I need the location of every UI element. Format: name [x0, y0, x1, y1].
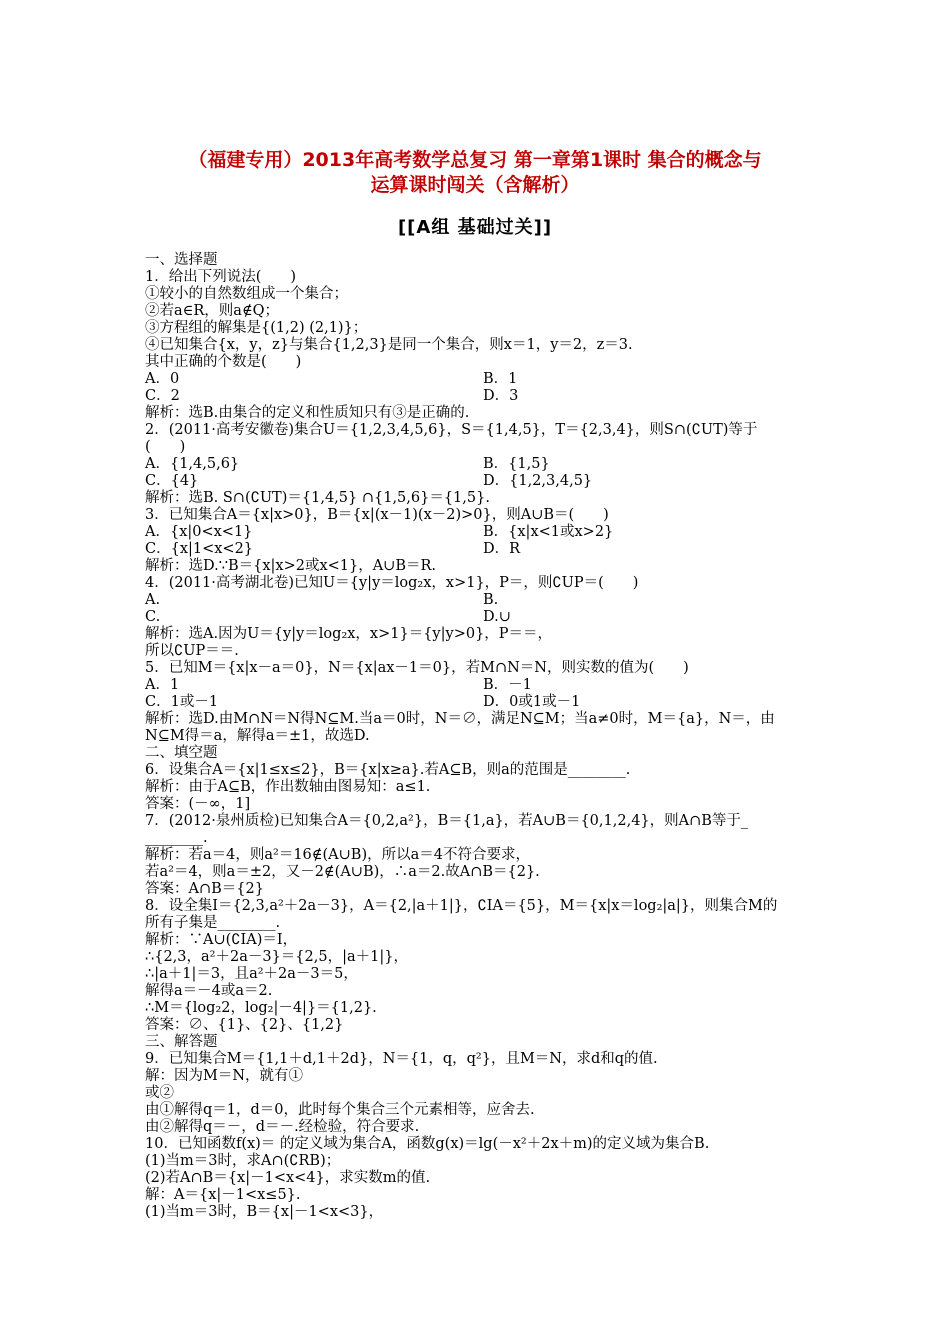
text-line: 解析：由于A⊆B，作出数轴由图易知：a≤1. [145, 779, 431, 795]
text-line: 由②解得q＝－，d＝－.经检验，符合要求. [145, 1119, 420, 1135]
text-line: 所有子集是________. [145, 915, 281, 931]
text-line: 9．已知集合M＝{1,1＋d,1＋2d}，N＝{1，q，q²}，且M＝N，求d和q的值. [145, 1051, 658, 1067]
document-title-line-2: 运算课时闯关（含解析） [370, 174, 580, 196]
text-line: 三、解答题 [145, 1034, 218, 1050]
text-line: 一、选择题 [145, 252, 218, 268]
text-line: 其中正确的个数是( ) [145, 354, 302, 370]
text-line: 由①解得q＝1，d＝0，此时每个集合三个元素相等，应舍去. [145, 1102, 535, 1118]
text-line: 5．已知M＝{x|x－a＝0}，N＝{x|ax－1＝0}，若M∩N＝N，则实数的值为( ) [145, 660, 689, 676]
text-line: 解析：选D.由M∩N＝N得N⊆M.当a＝0时，N＝∅，满足N⊆M；当a≠0时，M＝{a}，N＝，由 [145, 711, 775, 727]
option-c: C．{x|1<x<2} [145, 541, 254, 557]
text-line: ③方程组的解集是{(1,2) (2,1)}； [145, 320, 368, 336]
option-a: A．1 [145, 677, 180, 693]
text-line: 2．(2011·高考安徽卷)集合U＝{1,2,3,4,5,6}，S＝{1,4,5}，T＝{2,3,4}，则S∩(∁UT)等于 [145, 422, 758, 438]
text-line: 解：因为M＝N，就有① [145, 1068, 304, 1084]
text-line: 若a²＝4，则a＝±2，又－2∉(A∪B)，∴a＝2.故A∩B＝{2}. [145, 864, 540, 880]
option-d: D．3 [483, 388, 519, 404]
text-line: 3．已知集合A＝{x|x>0}，B＝{x|(x－1)(x－2)>0}，则A∪B＝( ) [145, 507, 609, 523]
text-line: 解析：选B.由集合的定义和性质知只有③是正确的. [145, 405, 470, 421]
text-line: ( ) [145, 439, 186, 455]
option-a: A．0 [145, 371, 180, 387]
text-line: 1．给出下列说法( ) [145, 269, 297, 285]
text-line: 解析：选D.∵B＝{x|x>2或x<1}，A∪B＝R. [145, 558, 437, 574]
text-line: ∴M＝{log₂2，log₂|－4|}＝{1,2}. [145, 1000, 377, 1016]
option-c: C．2 [145, 388, 180, 404]
text-line: 6．设集合A＝{x|1≤x≤2}，B＝{x|x≥a}.若A⊆B，则a的范围是________. [145, 762, 631, 778]
option-c: C．1或－1 [145, 694, 219, 710]
text-line: 10．已知函数f(x)＝ 的定义域为集合A，函数g(x)＝lg(－x²＋2x＋m)的定义域为集合B. [145, 1136, 710, 1152]
text-line: 答案：A∩B＝{2} [145, 881, 264, 897]
option-d: D．R [483, 541, 521, 557]
option-d: D．{1,2,3,4,5} [483, 473, 593, 489]
text-line: 4．(2011·高考湖北卷)已知U＝{y|y＝log₂x，x>1}，P＝，则∁UP＝( ) [145, 575, 639, 591]
document-title-line-1: （福建专用）2013年高考数学总复习 第一章第1课时 集合的概念与 [188, 149, 762, 171]
text-line: (1)当m＝3时，B＝{x|－1<x<3}， [145, 1204, 384, 1220]
option-a: A．{x|0<x<1} [145, 524, 253, 540]
text-line: N⊆M得＝a，解得a＝±1，故选D. [145, 728, 370, 744]
text-line: 8．设全集I＝{2,3,a²＋2a－3}，A＝{2,|a＋1|}，∁IA＝{5}，M＝{x|x＝log₂|a|}，则集合M的 [145, 898, 778, 914]
option-a: A. [145, 592, 161, 608]
text-line: 所以∁UP＝＝. [145, 643, 239, 659]
text-line: 解析：若a＝4，则a²＝16∉(A∪B)，所以a＝4不符合要求， [145, 847, 530, 863]
text-line: ①较小的自然数组成一个集合； [145, 286, 348, 302]
text-line: ②若a∈R，则a∉Q； [145, 303, 280, 319]
option-b: B．{x|x<1或x>2} [483, 524, 614, 540]
text-line: 解析：∵A∪(∁IA)＝I， [145, 932, 298, 948]
text-line: ∴|a＋1|＝3，且a²＋2a－3＝5， [145, 966, 358, 982]
option-c: C．{4} [145, 473, 199, 489]
option-b: B．－1 [483, 677, 532, 693]
section-heading-group-a: [[A组 基础过关]] [397, 217, 553, 238]
option-c: C. [145, 609, 161, 625]
text-line: 7．(2012·泉州质检)已知集合A＝{0,2,a²}，B＝{1,a}，若A∪B＝{0,1,2,4}，则A∩B等于_ [145, 813, 749, 829]
text-line: (2)若A∩B＝{x|－1<x<4}，求实数m的值. [145, 1170, 431, 1186]
text-line: 或② [145, 1085, 174, 1101]
option-b: B．1 [483, 371, 518, 387]
text-line: ④已知集合{x，y，z}与集合{1,2,3}是同一个集合，则x＝1，y＝2，z＝3. [145, 337, 633, 353]
text-line: 解析：选B. S∩(∁UT)＝{1,4,5} ∩{1,5,6}＝{1,5}. [145, 490, 490, 506]
text-line: 答案：(－∞，1] [145, 796, 251, 812]
text-line: 答案：∅、{1}、{2}、{1,2} [145, 1017, 344, 1033]
text-line: (1)当m＝3时，求A∩(∁RB)； [145, 1153, 341, 1169]
option-b: B．{1,5} [483, 456, 550, 472]
text-line: 解：A＝{x|－1<x≤5}. [145, 1187, 301, 1203]
option-a: A．{1,4,5,6} [145, 456, 240, 472]
text-line: 解得a＝－4或a＝2. [145, 983, 273, 999]
text-line: ∴{2,3，a²＋2a－3}＝{2,5，|a＋1|}， [145, 949, 408, 965]
option-d: D.∪ [483, 609, 511, 625]
text-line: 解析：选A.因为U＝{y|y＝log₂x，x>1}＝{y|y>0}，P＝＝， [145, 626, 553, 642]
option-d: D．0或1或－1 [483, 694, 581, 710]
text-line: ________. [145, 830, 208, 846]
text-line: 二、填空题 [145, 745, 218, 761]
option-b: B. [483, 592, 499, 608]
